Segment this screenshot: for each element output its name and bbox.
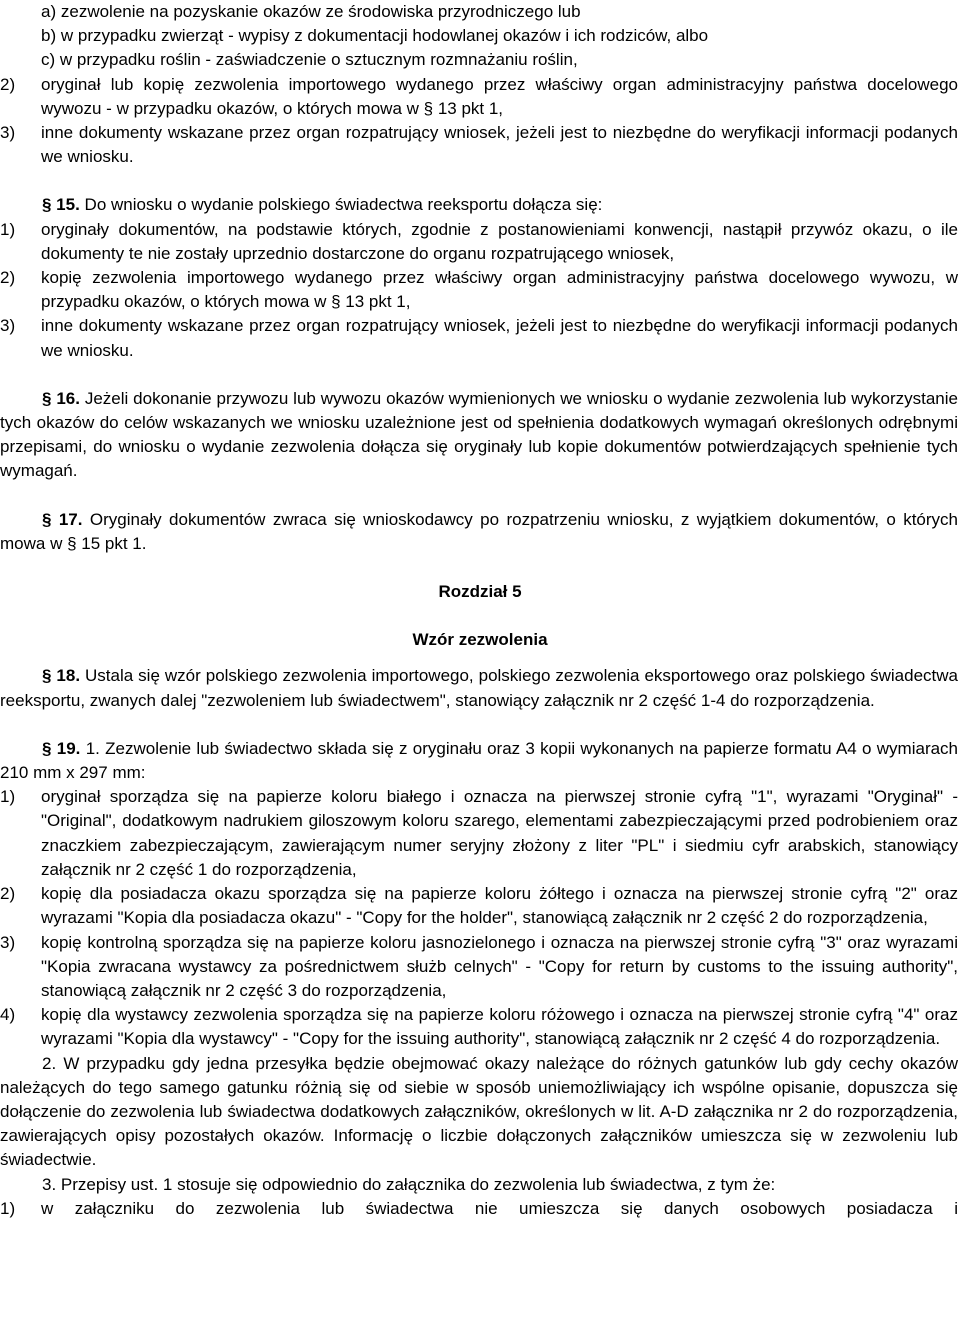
paragraph-text: 3. Przepisy ust. 1 stosuje się odpowiednio do załącznika do zezwolenia lub świadectwa, z tym że: [42,1174,776,1194]
list-item [0,1197,960,1221]
item-text: zezwolenie na pozyskanie okazów ze środowiska przyrodniczego lub [60,2,581,21]
paragraph-19 [0,737,960,785]
list-item [0,266,960,314]
item-text: w przypadku zwierząt - wypisy z dokumentacji hodowlanej okazów i ich rodziców, albo [60,26,709,46]
item-number: 1) [0,1198,16,1218]
item-number: 2) [0,884,16,904]
item-number: 3) [0,316,16,336]
item-number: 3) [0,932,16,952]
paragraph-19-3 [0,1173,960,1197]
list-item [0,882,960,930]
section-number: § 18. [42,666,81,686]
paragraph-text: 1. Zezwolenie lub świadectwo składa się z oryginału oraz 3 kopii wykonanych na papierze formatu A4 o wymiarach 210 mm x 297 mm: [0,738,959,783]
list-item [0,121,960,169]
section-number: § 15. [42,195,80,215]
list-item [0,785,960,882]
list-section-19 [0,785,960,1051]
list-item [41,24,960,48]
item-number: 1) [0,219,16,239]
item-text: oryginał sporządza się na papierze koloru białego i oznacza na pierwszej stronie cyfrą "1", wyrazami "Oryginał" - "Original", dodatkowym nadrukiem giloszowym koloru szarego, elementami zabezpieczającymi przed podrobieniem oraz znaczkiem zabezpieczającym, zawierającym numer seryjny złożony z liter "PL" i siedmiu cyfr arabskich, stanowiący załącznik nr 2 część 1 do rozporządzenia, [41,787,958,879]
list-section-15 [0,218,960,363]
chapter-subtitle: Wzór zezwolenia [412,630,548,650]
item-number: 2) [0,74,16,94]
item-text: kopię kontrolną sporządza się na papierze koloru jasnozielonego i oznacza na pierwszej stronie cyfrą "3" oraz wyrazami "Kopia zwracana wystawcy za pośrednictwem służb celnych" - "Copy for return by customs to the issuing authority", stanowiącą załącznik nr 2 część 3 do rozporządzenia, [41,932,958,1000]
item-text: inne dokumenty wskazane przez organ rozpatrujący wniosek, jeżeli jest to niezbędne do weryfikacji informacji podanych we wniosku. [41,316,958,360]
list-item [41,0,960,24]
section-number: § 19. [42,738,81,758]
list-item [0,73,960,121]
list-item [0,931,960,1004]
item-number: 3) [0,123,16,143]
item-text: kopię dla posiadacza okazu sporządza się na papierze koloru żółtego i oznacza na pierwszej stronie cyfrą "2" oraz wyrazami "Kopia dla posiadacza okazu" - "Copy for the holder", stanowiącą załącznik nr 2 część 2 do rozporządzenia, [41,884,958,928]
paragraph-text: Oryginały dokumentów zwraca się wnioskodawcy po rozpatrzeniu wniosku, z wyjątkiem dokumentów, o których mowa w § 15 pkt 1. [0,509,958,553]
item-number: 1) [0,787,16,807]
paragraph-15 [0,193,960,217]
sub-list-abc [0,0,960,73]
paragraph-text: Jeżeli dokonanie przywozu lub wywozu okazów wymienionych we wniosku o wydanie zezwolenia lub wykorzystanie tych okazów do celów wskazanych we wniosku uzależnione jest od spełnienia dodatkowych wymagań określonych odrębnymi przepisami, do wniosku o wydanie zezwolenia dołącza się oryginały lub kopie dokumentów potwierdzających spełnienie tych wymagań. [0,388,958,481]
section-number: § 16. [42,388,80,408]
list-item [0,1003,960,1051]
list-item [0,314,960,362]
item-number: 4) [0,1005,16,1025]
item-text: w załączniku do zezwolenia lub świadectwa nie umieszcza się danych osobowych posiadacza i [41,1198,958,1218]
list-item [41,48,960,72]
item-text: oryginał lub kopię zezwolenia importowego wydanego przez właściwy organ administracyjny państwa docelowego wywozu - w przypadku okazów, o których mowa w § 13 pkt 1, [41,74,958,118]
item-text: kopię dla wystawcy zezwolenia sporządza się na papierze koloru różowego i oznacza na pierwszej stronie cyfrą "4" oraz wyrazami "Kopia dla wystawcy" - "Copy for the issuing authority", stanowiącą załącznik nr 2 część 4 do rozporządzenia. [41,1005,958,1049]
item-text: oryginały dokumentów, na podstawie których, zgodnie z postanowieniami konwencji, nastąpił przywóz okazu, o ile dokumenty te nie zostały uprzednio dostarczone do organu rozpatrującego wniosek, [41,219,958,263]
item-text: inne dokumenty wskazane przez organ rozpatrujący wniosek, jeżeli jest to niezbędne do weryfikacji informacji podanych we wniosku. [41,123,958,167]
paragraph-text: 2. W przypadku gdy jedna przesyłka będzie obejmować okazy należące do różnych gatunków lub gdy cechy okazów należących do tego samego gatunku różnią się od siebie w sposób uniemożliwiający ich wspólne opisanie, dopuszcza się dołączenie do zezwolenia lub świadectwa dodatkowych załączników, określonych w lit. A-D załącznika nr 2 do rozporządzenia, zawierających opisy pozostałych okazów. Informację o liczbie dołączonych załączników umieszcza się w zezwoleniu lub świadectwie. [0,1053,958,1170]
section-number: § 17. [42,509,83,529]
paragraph-16 [0,387,960,484]
item-number: b) [41,26,57,46]
item-number: 2) [0,268,16,288]
chapter-title: Rozdział 5 [438,582,522,602]
list-section-19-3 [0,1197,960,1221]
paragraph-text: Ustala się wzór polskiego zezwolenia importowego, polskiego zezwolenia eksportowego oraz polskiego świadectwa reeksportu, zwanych dalej "zezwoleniem lub świadectwem", stanowiący załącznik nr 2 część 1-4 do rozporządzenia. [0,666,958,710]
list-item [0,218,960,266]
paragraph-17 [0,508,960,556]
paragraph-18 [0,664,960,712]
item-text: w przypadku roślin - zaświadczenie o sztucznym rozmnażaniu roślin, [59,50,578,70]
paragraph-text: Do wniosku o wydanie polskiego świadectwa reeksportu dołącza się: [84,195,603,215]
item-number: a) [41,2,57,21]
list-section-14 [0,73,960,170]
item-number: c) [41,50,56,70]
paragraph-19-2 [0,1052,960,1173]
item-text: kopię zezwolenia importowego wydanego przez właściwy organ administracyjny państwa docelowego wywozu, w przypadku okazów, o których mowa w § 13 pkt 1, [41,268,958,312]
